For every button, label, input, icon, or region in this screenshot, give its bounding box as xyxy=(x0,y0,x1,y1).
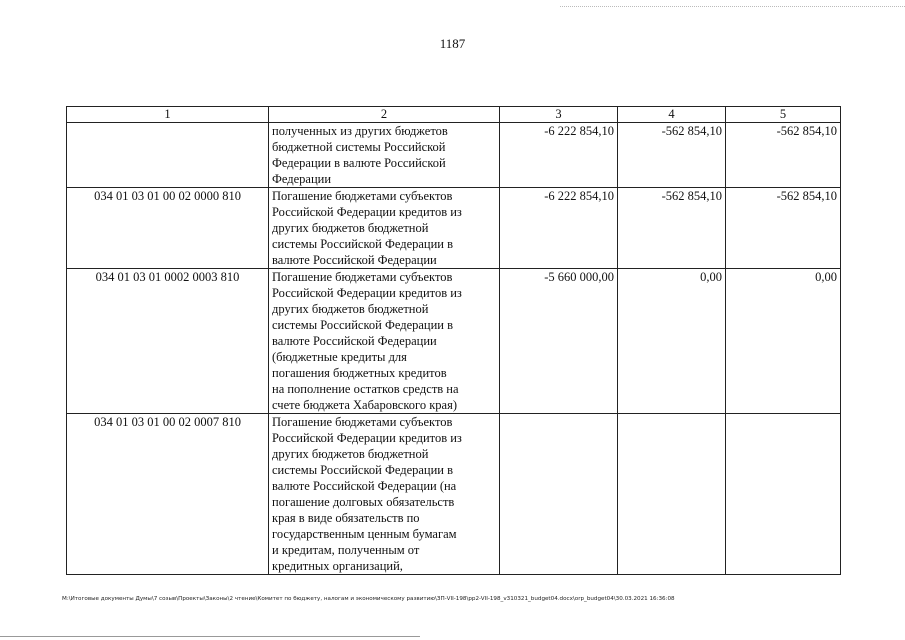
row-name-line: Погашение бюджетами субъектов xyxy=(272,270,453,284)
row-name-line: полученных из других бюджетов xyxy=(272,124,448,138)
row-name-line: других бюджетов бюджетной xyxy=(272,221,429,235)
row-code: 034 01 03 01 00 02 0000 810 xyxy=(67,188,269,269)
row-value-col5: -562 854,10 xyxy=(726,123,841,188)
row-code xyxy=(67,123,269,188)
row-value-col5 xyxy=(726,414,841,575)
row-name-line: Федерации xyxy=(272,172,332,186)
row-name xyxy=(269,269,500,414)
row-name-line: и кредитам, полученным от xyxy=(272,543,420,557)
header-col-4: 4 xyxy=(618,107,726,123)
row-name-line: государственным ценным бумагам xyxy=(272,527,457,541)
header-col-2: 2 xyxy=(269,107,500,123)
row-name-line: Федерации в валюте Российской xyxy=(272,156,446,170)
table-row xyxy=(67,414,841,575)
row-name-line: погашение долговых обязательств xyxy=(272,495,455,509)
row-value-col3: -6 222 854,10 xyxy=(500,188,618,269)
row-value-col4: -562 854,10 xyxy=(618,188,726,269)
table-row xyxy=(67,188,841,269)
page-number: 1187 xyxy=(439,36,466,51)
row-name-line: системы Российской Федерации в xyxy=(272,318,454,332)
budget-table xyxy=(66,106,841,575)
row-name-line: системы Российской Федерации в xyxy=(272,463,454,477)
row-name-line: системы Российской Федерации в xyxy=(272,237,454,251)
row-value-col5: -562 854,10 xyxy=(726,188,841,269)
row-name xyxy=(269,123,500,188)
row-value-col5: 0,00 xyxy=(726,269,841,414)
row-value-col4: 0,00 xyxy=(618,269,726,414)
table-row xyxy=(67,123,841,188)
header-col-1: 1 xyxy=(67,107,269,123)
row-name-line: на пополнение остатков средств на xyxy=(272,382,459,396)
row-name-line: валюте Российской Федерации (на xyxy=(272,479,457,493)
row-name-line: кредитных организаций, xyxy=(272,559,403,573)
header-col-3: 3 xyxy=(500,107,618,123)
footer-file-path: M:\Итоговые документы Думы\7 созыв\Проекты\Законы\2 чтение\Комитет по бюджету, налогам и экономическому развитию\ЗП-VII-198\pp2-VII-198_v310321_budget04.docx\orp_budget04\30.03.2021 16:36:08 xyxy=(62,596,675,602)
row-name-line: Российской Федерации кредитов из xyxy=(272,431,462,445)
row-name-line: Погашение бюджетами субъектов xyxy=(272,189,453,203)
row-name-line: Российской Федерации кредитов из xyxy=(272,205,462,219)
row-name-line: (бюджетные кредиты для xyxy=(272,350,407,364)
row-name-line: погашения бюджетных кредитов xyxy=(272,366,447,380)
row-name-line: Российской Федерации кредитов из xyxy=(272,286,462,300)
row-value-col4: -562 854,10 xyxy=(618,123,726,188)
bottom-divider xyxy=(0,636,420,637)
header-col-5: 5 xyxy=(726,107,841,123)
row-value-col3 xyxy=(500,414,618,575)
row-name-line: бюджетной системы Российской xyxy=(272,140,446,154)
row-name-line: других бюджетов бюджетной xyxy=(272,447,429,461)
row-name-line: других бюджетов бюджетной xyxy=(272,302,429,316)
table-row xyxy=(67,269,841,414)
row-name-line: валюте Российской Федерации xyxy=(272,334,437,348)
row-name xyxy=(269,414,500,575)
row-name-line: Погашение бюджетами субъектов xyxy=(272,415,453,429)
row-value-col4 xyxy=(618,414,726,575)
row-code: 034 01 03 01 0002 0003 810 xyxy=(67,269,269,414)
row-value-col3: -6 222 854,10 xyxy=(500,123,618,188)
top-divider xyxy=(560,6,905,7)
row-value-col3: -5 660 000,00 xyxy=(500,269,618,414)
row-code: 034 01 03 01 00 02 0007 810 xyxy=(67,414,269,575)
row-name-line: края в виде обязательств по xyxy=(272,511,420,525)
row-name xyxy=(269,188,500,269)
row-name-line: валюте Российской Федерации xyxy=(272,253,437,267)
row-name-line: счете бюджета Хабаровского края) xyxy=(272,398,458,412)
table-header-row xyxy=(67,107,841,123)
